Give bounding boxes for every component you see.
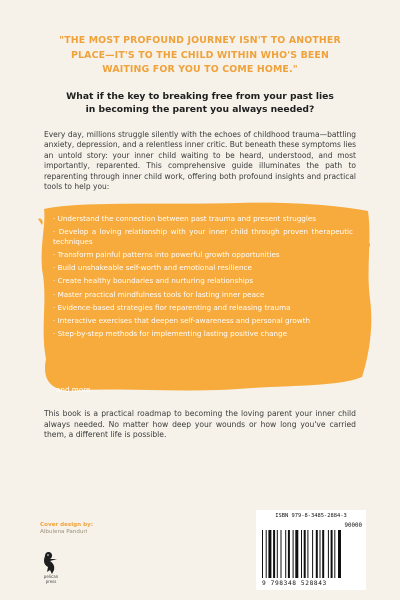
- question-line-2: in becoming the parent you always needed?: [85, 104, 315, 115]
- barcode-bar: [281, 530, 282, 578]
- price-code: 90000: [344, 523, 362, 529]
- barcode-bar: [304, 530, 306, 578]
- barcode-bar: [293, 530, 294, 578]
- barcode-bar: [268, 530, 271, 578]
- barcode-bar: [316, 530, 318, 578]
- list-item: · Develop a loving relationship with your inner child through proven therapeutic techniques: [53, 227, 353, 246]
- publisher-name: pelican press: [43, 574, 59, 584]
- list-item: · Step-by-step methods for implementing lasting positive change: [53, 329, 288, 339]
- intro-paragraph: Every day, millions struggle silently with the echoes of childhood trauma—battling anxiety, depression, and a relentless inner critic. But beneath these symptoms lies an untold story: your inner child waiting to be heard, understood, and most importantly, reparented. This comprehensive guide illuminates the path to reparenting through inner child work, offering both profound insights and practical tools to help you:: [44, 130, 356, 192]
- barcode-bar: [331, 530, 333, 578]
- list-item: · Create healthy boundaries and nurturing relationships: [53, 276, 254, 286]
- barcode-bar: [307, 530, 308, 578]
- list-item: · Evidence-based strategies fior reparenting and releasing trauma: [53, 302, 291, 312]
- ean-number: 9 798348 528843: [262, 580, 327, 587]
- barcode-bar: [288, 530, 290, 578]
- barcode-bar: [322, 530, 324, 578]
- barcode-bar: [273, 530, 275, 578]
- back-cover-quote: [48, 34, 352, 78]
- barcode-bar: [295, 530, 298, 578]
- quote-line-3: WAITING FOR YOU TO COME HOME.": [102, 64, 298, 75]
- barcode-bar: [301, 530, 302, 578]
- barcode-bars: [262, 530, 360, 578]
- barcode-bar: [277, 530, 278, 578]
- barcode-bar: [262, 530, 263, 578]
- isbn-number: ISBN 979-8-3485-2884-3: [275, 513, 347, 519]
- list-item: · Build unshakeable self-worth and emotional resilience: [53, 263, 252, 273]
- hook-question: [60, 90, 340, 116]
- barcode-bar: [338, 530, 341, 578]
- list-item: · Interactive exercises that deepen self-awareness and personal growth: [53, 315, 311, 325]
- barcode-bar: [312, 530, 313, 578]
- pelican-logo-icon: [41, 550, 61, 574]
- barcode: [256, 510, 366, 590]
- publisher-logo: [38, 550, 64, 584]
- and-more-text: and more...: [56, 385, 98, 394]
- benefits-list: [53, 214, 353, 342]
- barcode-bar: [320, 530, 321, 578]
- barcode-bar: [285, 530, 286, 578]
- list-item: · Transform painful patterns into powerful growth opportunities: [53, 249, 280, 259]
- question-line-1: What if the key to breaking free from your past lies: [66, 91, 334, 102]
- cover-designer-name: Albulena Panduri: [40, 529, 88, 536]
- closing-paragraph: This book is a practical roadmap to becoming the loving parent your inner child always needed. No matter how deep your wounds or how long you've carried them, a different life is possible.: [44, 409, 356, 440]
- quote-line-2: PLACE—IT'S TO THE CHILD WITHIN WHO'S BEEN: [71, 49, 329, 61]
- barcode-bar: [328, 530, 329, 578]
- barcode-bar: [266, 530, 267, 578]
- cover-credit: [40, 522, 93, 537]
- cover-credit-label: Cover design by:: [40, 522, 93, 528]
- barcode-bar: [334, 530, 335, 578]
- list-item: · Master practical mindfulness tools for lasting inner peace: [53, 289, 265, 299]
- list-item: · Understand the connection between past trauma and present struggles: [53, 214, 317, 223]
- quote-line-1: "THE MOST PROFOUND JOURNEY ISN'T TO ANOTHER: [59, 35, 341, 46]
